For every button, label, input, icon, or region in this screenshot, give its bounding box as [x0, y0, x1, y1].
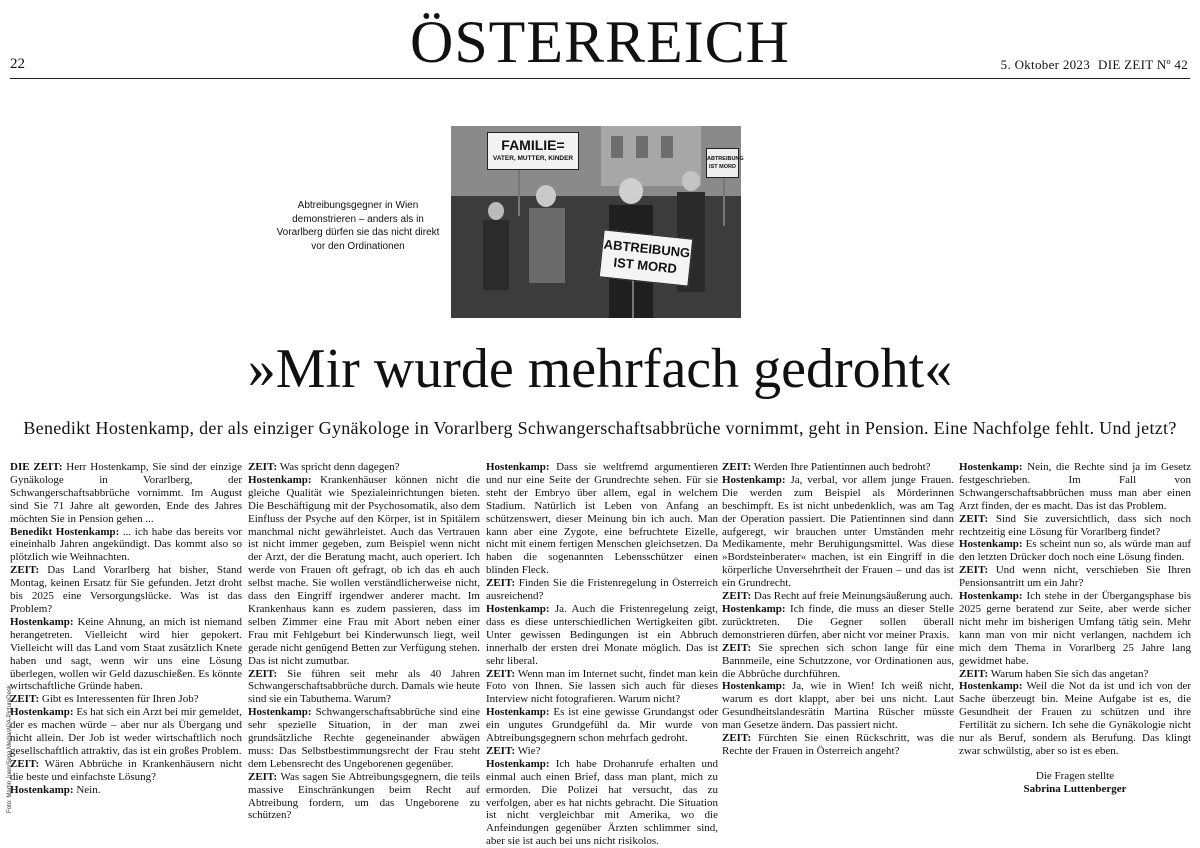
headline: »Mir wurde mehrfach gedroht« — [247, 338, 953, 400]
protest-photo — [451, 126, 744, 318]
interview-line: Hostenkamp: Dass sie weltfremd argumentieren und nur eine Seite der Grundrechte sehen. Für sie steht der Embryo über allem, egal in welchem Stadium. Natürlich ist Leben von Anfang an schützenswert, dieser Meinung bin ich auch. Man kann aber eine Zygote, eine befruchtete Eizelle, nicht mit einem fertigen Menschen gleichsetzen. Da haben die sogenannten Lebensschützer einen blinden Fleck. — [486, 461, 718, 577]
interview-line: Hostenkamp: Ich stehe in der Übergangsphase bis 2025 gerne beratend zur Seite, aber werde sicher nicht mehr im bisherigen Umfang tätig sein. Mehr kann man von mir nicht verlangen, nachdem ich mich dem Thema in Vorarlberg 25 Jahre lang gewidmet habe. — [959, 590, 1191, 667]
interview-line: Hostenkamp: Ich finde, die muss an dieser Stelle zurücktreten. Die Gegner sollen überall demonstrieren dürfen, aber nicht vor meiner Praxis. — [722, 602, 954, 641]
interview-line: Hostenkamp: Ich habe Drohanrufe erhalten und einmal auch einen Brief, dass man plant, mich zu ermorden. Die Polizei hat versucht, das zu verfolgen, aber es hat nichts gebracht. Die Situation ist nicht vergleichbar mit Amerika, wo die Anfeindungen gegenüber Ärzten schlimmer sind, aber sie ist auch bei uns nicht risikolos. — [486, 757, 718, 848]
interview-line: Hostenkamp: Weil die Not da ist und ich von der Sache überzeugt bin. Meine Aufgabe ist es, die Gesundheit der Frauen zu schützen und ihre Fertilität zu sichern. Ich sehe die Gynäkologie nicht nur als Beruf, sondern als Berufung. Das klingt zwar schwülstig, aber so ist es eben. — [959, 680, 1191, 757]
article-column-4 — [722, 461, 954, 758]
interview-line: ZEIT: Wenn man im Internet sucht, findet man kein Foto von Ihnen. Sie lassen sich auch für dieses Interview nicht fotografieren. Warum nicht? — [486, 667, 718, 706]
interview-line: ZEIT: Was spricht denn dagegen? — [248, 461, 400, 473]
interview-line: DIE ZEIT: Herr Hostenkamp, Sie sind der einzige Gynäkologe in Vorarlberg, der Schwangerschaftsabbrüche vornimmt. Im August sind Sie 71 Jahre alt geworden, Ende des Jahres möchten Sie in Pension gehen ... — [10, 461, 242, 525]
interview-line: Hostenkamp: Keine Ahnung, an mich ist niemand herangetreten. Vielleicht wird hier gepokert. Vielleicht will das Land vom Staat zusätzlich Knete haben und sagt, wenn wir uns eine Lösung überlegen, wollen wir Geld dazuschießen. Es könnte wirtschaftliche Gründe haben. — [10, 615, 242, 693]
interview-line: Hostenkamp: Nein. — [10, 783, 101, 796]
issue-info — [1001, 57, 1188, 73]
interview-line: ZEIT: Das Land Vorarlberg hat bisher, Stand Montag, keinen Ersatz für Sie gefunden. Jetzt droht bis 2025 eine Versorgungslücke. Was ist das Problem? — [10, 564, 242, 615]
sign-familie: FAMILIE= VATER, MUTTER, KINDER — [487, 132, 579, 170]
issue-number: Nº 42 — [1156, 57, 1188, 72]
signature-author: Sabrina Luttenberger — [1023, 782, 1127, 795]
issue-date: 5. Oktober 2023 — [1000, 57, 1091, 72]
page-number: 22 — [10, 56, 25, 72]
article-column-3 — [486, 461, 718, 848]
interview-line: ZEIT: Fürchten Sie einen Rückschritt, was die Rechte der Frauen in Österreich angeht? — [722, 732, 954, 757]
interview-line: ZEIT: Wie? — [486, 744, 541, 757]
signature-line: Die Fragen stellte — [1035, 769, 1115, 782]
interview-line: Hostenkamp: Es ist eine gewisse Grundangst oder ein ungutes Grundgefühl da. Mir wurde von Abtreibungsgegnern schon mehrfach gedroht. — [486, 706, 718, 745]
interview-line: ZEIT: Was sagen Sie Abtreibungsgegnern, die teils massive Einschränkungen beim Recht auf Abtreibung fordern, um das Ungeborene zu schützen? — [248, 770, 480, 822]
interview-line: Hostenkamp: Schwangerschaftsabbrüche sind eine sehr spezielle Situation, in der man zwei grundsätzliche Rechte gegeneinander abwägen muss: Das Selbstbestimmungsrecht der Frau steht dem Lebensrecht des Ungeborenen gegenüber. — [248, 706, 480, 770]
interview-line: Benedikt Hostenkamp: ... ich habe das bereits vor eineinhalb Jahren angekündigt. Das kommt also so plötzlich wie Weihnachten. — [10, 525, 242, 564]
header-rule — [10, 78, 1190, 79]
article-column-2 — [248, 461, 480, 822]
sign-abtreibung-right: ABTREIBUNG IST MORD — [706, 148, 739, 178]
interview-line: ZEIT: Sie führen seit mehr als 40 Jahren Schwangerschaftsabbrüche durch. Damals wie heute sind sie ein Tabuthema. Warum? — [248, 667, 480, 706]
paper-name: DIE ZEIT — [1098, 57, 1154, 72]
interview-line: Hostenkamp: Ja, verbal, vor allem junge Frauen. Die werden zum Beispiel als Mörderinnen beschimpft. Es ist nicht unbedenklich, was am Tag der Operation passiert. Die Patientinnen sind dann aufgeregt, wir brauchen unter Umständen mehr Medikamente, mehr Beruhigungsmittel. Was diese »Bordsteinberater« machen, ist ein Eingriff in die körperliche Unversehrtheit der Frauen – und das ist ein Grundrecht. — [722, 473, 954, 590]
interview-line: ZEIT: Finden Sie die Fristenregelung in Österreich ausreichend? — [486, 577, 718, 603]
sign-abtreibung-main: ABTREIBUNG IST MORD — [599, 229, 694, 286]
interview-line: ZEIT: Warum haben Sie sich das angetan? — [959, 667, 1149, 680]
interview-line: ZEIT: Sie sprechen sich schon lange für eine Bannmeile, eine Schutzzone, vor Ordinationen aus, die Abbrüche durchführen. — [722, 641, 954, 680]
deck: Benedikt Hostenkamp, der als einziger Gynäkologe in Vorarlberg Schwangerschaftsabbrüche vornimmt, geht in Pension. Eine Nachfolge fehlt. Und jetzt? — [23, 418, 1177, 438]
interview-line: Hostenkamp: Es hat sich ein Arzt bei mir gemeldet, der es machen würde – aber nur als Übergang und nicht allein. Der Job ist weder wirtschaftlich noch gesellschaftlich attraktiv, das ist ein großes Problem. — [10, 706, 242, 757]
interview-line: ZEIT: Sind Sie zuversichtlich, dass sich noch rechtzeitig eine Lösung für Vorarlberg findet? — [959, 512, 1191, 538]
interview-line: Hostenkamp: Ja, wie in Wien! Ich weiß nicht, warum es dort klappt, aber bei uns nicht. Laut Gesundheitslandesrätin Martina Rüscher müsste man Gesetze ändern. Das passiert nicht. — [722, 680, 954, 732]
interview-line: Hostenkamp: Es scheint nun so, als würde man auf den letzten Drücker doch noch eine Lösung finden. — [959, 538, 1191, 564]
interview-line: Hostenkamp: Ja. Auch die Fristenregelung zeigt, dass es diese unterschiedlichen Wertigkeiten gibt. Unter gewissen Bedingungen ist ein Abbruch innerhalb der ersten drei Monate möglich. Das ist sehr liberal. — [486, 602, 718, 667]
signature — [959, 770, 1191, 796]
interview-line: Hostenkamp: Krankenhäuser können nicht die gleiche Qualität wie Spezialeinrichtungen bieten. Die Beschäftigung mit der Psychosomatik, also dem Einfluss der Psyche auf den Körper, ist in Spitälern manchmal nicht gewährleistet. Auch das Vertrauen ist nicht immer gegeben, zum Beispiel wenn nicht der Arzt, der die Beratung macht, auch operiert. Ich werde von Frauen oft gefragt, ob ich das eh auch selbst mache. Sie wollen verständlicherweise nicht, dass den Eingriff irgendwer anderer macht. Im Krankenhaus kann es zudem passieren, dass im selben Zimmer eine Frau mit Abort neben einer Frau mit Fehlgeburt bei Kinderwunsch liegt, weil gerade nicht genügend Betten zur Verfügung stehen. Das ist nicht zumutbar. — [248, 473, 480, 667]
photo-credit: Foto: Martin Juen/Sepa Media/APA-PictureDesk — [7, 685, 13, 813]
photo-caption: Abtreibungsgegner in Wien demonstrieren – anders als in Vorarlberg dürfen sie das nicht direkt vor den Ordinationen — [276, 200, 440, 252]
article-column-1 — [10, 461, 242, 797]
interview-line: ZEIT: Das Recht auf freie Meinungsäußerung auch. — [722, 590, 954, 603]
interview-line: ZEIT: Werden Ihre Patientinnen auch bedroht? — [722, 461, 931, 473]
interview-line: ZEIT: Gibt es Interessenten für Ihren Job? — [10, 693, 199, 706]
interview-line: ZEIT: Und wenn nicht, verschieben Sie Ihren Pensionsantritt um ein Jahr? — [959, 564, 1191, 590]
interview-line: ZEIT: Wären Abbrüche in Krankenhäusern nicht die beste und einfachste Lösung? — [10, 757, 242, 783]
interview-line: Hostenkamp: Nein, die Rechte sind ja im Gesetz festgeschrieben. Im Fall von Schwangerschaftsabbrüchen muss man aber einen Arzt finden, der es macht. Das ist das Problem. — [959, 461, 1191, 512]
article-column-5 — [959, 461, 1191, 796]
section-title: ÖSTERREICH — [409, 9, 791, 75]
